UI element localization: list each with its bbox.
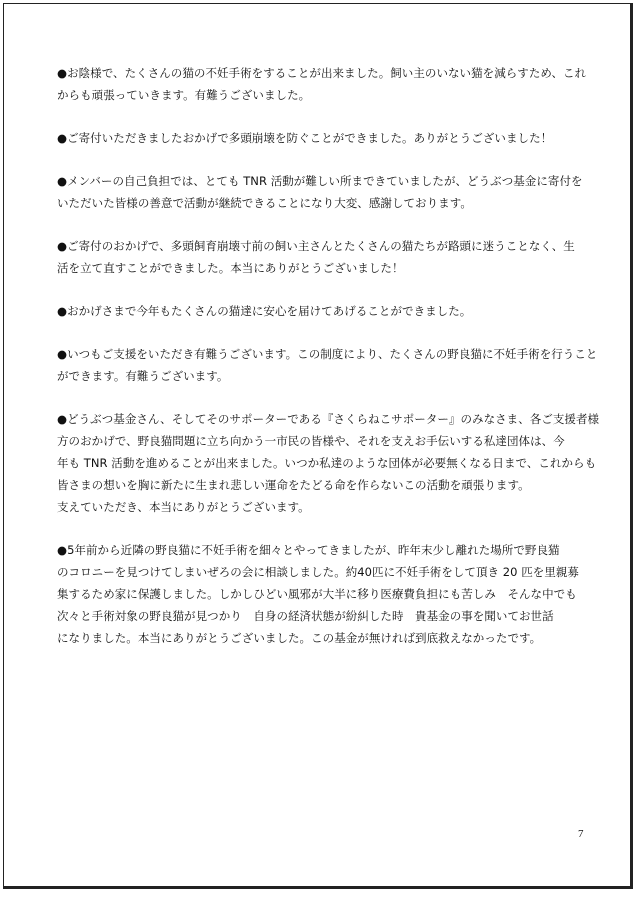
message-line: のコロニーを見つけてしまいぜろの会に相談しました。約40匹に不妊手術をして頂き 20 匹を里親募 [57,565,579,579]
message-line: ●いつもご支援をいただき有難うございます。この制度により、たくさんの野良猫に不妊手術を行うこと [57,347,598,361]
message-paragraph [57,127,587,149]
message-line: いただいた皆様の善意で活動が継続できることになり大変、感謝しております。 [57,196,472,210]
message-paragraph [57,235,587,279]
message-paragraph [57,170,587,214]
message-line: 支えていただき、本当にありがとうございます。 [57,500,310,514]
message-line: ●ご寄付のおかげで、多頭飼育崩壊寸前の飼い主さんとたくさんの猫たちが路頭に迷うことなく、生 [57,239,575,253]
message-paragraph [57,62,587,106]
message-line: 皆さまの想いを胸に新たに生まれ悲しい運命をたどる命を作らないこの活動を頑張ります。 [57,478,530,492]
message-line: 年も TNR 活動を進めることが出来ました。いつか私達のような団体が必要無くなる日まで、これからも [57,456,597,470]
message-line: ●5年前から近隣の野良猫に不妊手術を細々とやってきましたが、昨年末少し離れた場所で野良猫 [57,543,560,557]
message-line: 方のおかげで、野良猫問題に立ち向かう一市民の皆様や、それを支えお手伝いする私達団体は、今 [57,434,565,448]
message-paragraph [57,343,598,387]
message-line: ●おかげさまで今年もたくさんの猫達に安心を届けてあげることができました。 [57,304,472,318]
message-line: ●お陰様で、たくさんの猫の不妊手術をすることが出来ました。飼い主のいない猫を減らすため、これ [57,66,587,80]
message-line: 集するため家に保護しました。しかしひどい風邪が大半に移り医療費負担にも苦しみ そんな中でも [57,587,577,601]
message-line: 活を立て直すことができました。本当にありがとうございました！ [57,261,404,275]
message-paragraph [57,539,587,649]
message-line: からも頑張っていきます。有難うございました。 [57,88,311,102]
message-paragraph [57,300,587,322]
message-line: ●ご寄付いただきましたおかげで多頭崩壊を防ぐことができました。ありがとうございました！ [57,131,553,145]
message-line: ●どうぶつ基金さん、そしてそのサポーターである『さくらねこサポーター』のみなさま、各ご支援者様 [57,412,600,426]
message-paragraph [57,408,600,518]
page-number: 7 [578,828,584,840]
message-line: 次々と手術対象の野良猫が見つかり 自身の経済状態が紛糾した時 貴基金の事を聞いてお世話 [57,609,554,623]
message-list [57,62,600,649]
message-line: ができます。有難うございます。 [57,369,229,383]
message-line: ●メンバーの自己負担では、とても TNR 活動が難しい所まできていましたが、どうぶつ基金に寄付を [57,174,583,188]
message-line: になりました。本当にありがとうございました。この基金が無ければ到底救えなかったです。 [57,631,542,645]
